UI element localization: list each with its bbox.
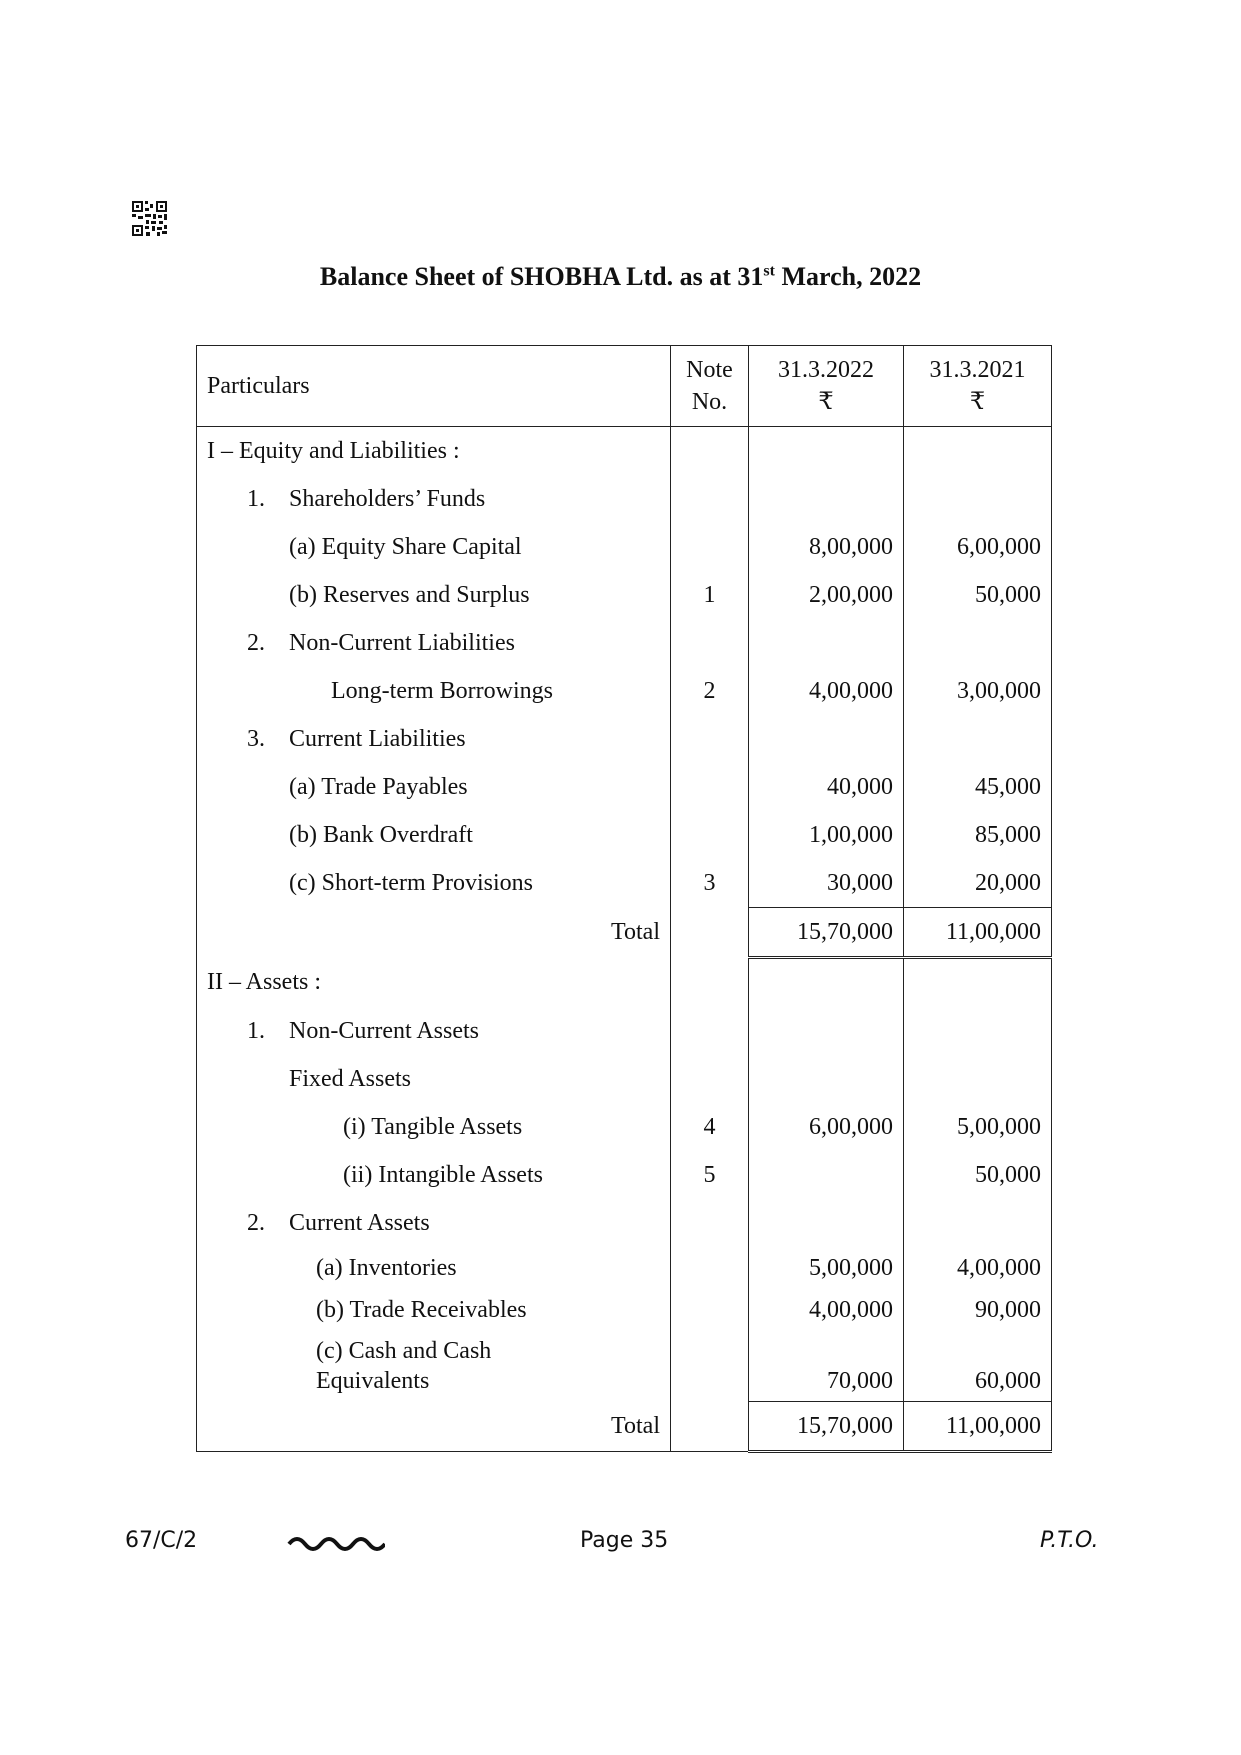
table-row: [197, 1247, 1052, 1289]
page-number: Page 35: [580, 1528, 669, 1553]
equity-share-capital-label: (a) Equity Share Capital: [197, 523, 671, 571]
value-2022: 30,000: [749, 859, 904, 908]
qr-code-icon: [131, 200, 168, 237]
value-2021: 3,00,000: [904, 667, 1052, 715]
value-2021: 50,000: [904, 571, 1052, 619]
non-current-assets-row: [197, 1007, 1052, 1055]
table-row: [197, 1331, 1052, 1402]
value-2022: 6,00,000: [749, 1103, 904, 1151]
value-2021: 45,000: [904, 763, 1052, 811]
year-2022-header: [749, 346, 904, 427]
value-2021: 20,000: [904, 859, 1052, 908]
rupee-2022-icon: ₹: [818, 389, 834, 415]
equity-heading-row: [197, 427, 1052, 476]
note-cell: [671, 811, 749, 859]
value-2021: 90,000: [904, 1289, 1052, 1331]
total-2021: 11,00,000: [904, 1402, 1052, 1452]
title-superscript: st: [763, 262, 775, 280]
shareholders-funds-row: [197, 475, 1052, 523]
table-row: [197, 859, 1052, 908]
table-row: [197, 1103, 1052, 1151]
table-row: [197, 523, 1052, 571]
trade-payables-label: (a) Trade Payables: [197, 763, 671, 811]
table-row: [197, 1289, 1052, 1331]
year-2022-label: 31.3.2022: [778, 357, 874, 383]
table-row: [197, 1151, 1052, 1199]
table-row: [197, 571, 1052, 619]
title-suffix: March, 2022: [774, 262, 922, 291]
note-cell: [671, 1331, 749, 1402]
cl-number: 3.: [247, 725, 265, 752]
title-prefix: Balance Sheet of SHOBHA Ltd. as at 31: [319, 262, 764, 291]
nca-label: Non-Current Assets: [289, 1017, 479, 1044]
shareholders-funds-label: Shareholders’ Funds: [289, 485, 486, 512]
table-row: [197, 667, 1052, 715]
value-2022: 5,00,000: [749, 1247, 904, 1289]
table-row: [197, 763, 1052, 811]
value-2021: 5,00,000: [904, 1103, 1052, 1151]
value-2022: 4,00,000: [749, 667, 904, 715]
current-assets-row: [197, 1199, 1052, 1247]
ca-number: 2.: [247, 1209, 265, 1236]
cash-label-line2: Equivalents: [316, 1367, 430, 1394]
equity-heading: I – Equity and Liabilities :: [197, 427, 671, 476]
year-2021-header: [904, 346, 1052, 427]
fixed-assets-row: [197, 1055, 1052, 1103]
value-2021: 60,000: [904, 1331, 1052, 1402]
value-2021: 4,00,000: [904, 1247, 1052, 1289]
note-cell: 5: [671, 1151, 749, 1199]
ncl-label: Non-Current Liabilities: [289, 629, 515, 656]
assets-heading-row: [197, 958, 1052, 1008]
note-cell: 2: [671, 667, 749, 715]
value-2022: 8,00,000: [749, 523, 904, 571]
balance-sheet-table: [196, 345, 1052, 1453]
table-header-row: [197, 346, 1052, 427]
value-2022: 40,000: [749, 763, 904, 811]
total-label: Total: [197, 908, 671, 958]
tangible-assets-label: (i) Tangible Assets: [197, 1103, 671, 1151]
table-row: [197, 811, 1052, 859]
value-2021: 6,00,000: [904, 523, 1052, 571]
intangible-assets-label: (ii) Intangible Assets: [197, 1151, 671, 1199]
total-2022: 15,70,000: [749, 1402, 904, 1452]
value-2022: [749, 1151, 904, 1199]
value-2022: 70,000: [749, 1331, 904, 1402]
note-cell: [671, 523, 749, 571]
note-cell: 4: [671, 1103, 749, 1151]
note-header-line1: Note: [686, 357, 733, 383]
rupee-2021-icon: ₹: [969, 389, 986, 415]
pto-label: P.T.O.: [1040, 1528, 1099, 1553]
note-header-line2: No.: [691, 389, 728, 415]
assets-total-row: [197, 1402, 1052, 1452]
long-term-borrowings-label: Long-term Borrowings: [197, 667, 671, 715]
equity-total-row: [197, 908, 1052, 958]
note-cell: [671, 1289, 749, 1331]
value-2022: 1,00,000: [749, 811, 904, 859]
assets-heading: II – Assets :: [197, 958, 671, 1008]
total-2021: 11,00,000: [904, 908, 1052, 958]
total-2022: 15,70,000: [749, 908, 904, 958]
value-2022: 4,00,000: [749, 1289, 904, 1331]
value-2021: 50,000: [904, 1151, 1052, 1199]
nca-number: 1.: [247, 1017, 265, 1044]
cash-label-line1: (c) Cash and Cash: [316, 1337, 492, 1364]
tilde-ornament-icon: [285, 1530, 385, 1552]
ncl-number: 2.: [247, 629, 265, 656]
inventories-label: (a) Inventories: [197, 1247, 671, 1289]
reserves-surplus-label: (b) Reserves and Surplus: [197, 571, 671, 619]
ca-label: Current Assets: [289, 1209, 430, 1236]
bank-overdraft-label: (b) Bank Overdraft: [197, 811, 671, 859]
non-current-liabilities-row: [197, 619, 1052, 667]
cash-equivalents-cell: [197, 1331, 671, 1402]
note-cell: [671, 1247, 749, 1289]
shareholders-funds-number: 1.: [247, 485, 265, 512]
total-label: Total: [197, 1402, 671, 1452]
current-liabilities-row: [197, 715, 1052, 763]
exam-code: 67/C/2: [125, 1528, 198, 1553]
particulars-header: Particulars: [197, 346, 671, 427]
trade-receivables-label: (b) Trade Receivables: [197, 1289, 671, 1331]
note-cell: 1: [671, 571, 749, 619]
page-title: [0, 262, 1241, 292]
note-cell: 3: [671, 859, 749, 908]
cl-label: Current Liabilities: [289, 725, 466, 752]
short-term-provisions-label: (c) Short-term Provisions: [197, 859, 671, 908]
value-2022: 2,00,000: [749, 571, 904, 619]
fixed-assets-label: Fixed Assets: [197, 1055, 671, 1103]
year-2021-label: 31.3.2021: [929, 357, 1026, 383]
note-no-header: [671, 346, 749, 427]
value-2021: 85,000: [904, 811, 1052, 859]
note-cell: [671, 763, 749, 811]
